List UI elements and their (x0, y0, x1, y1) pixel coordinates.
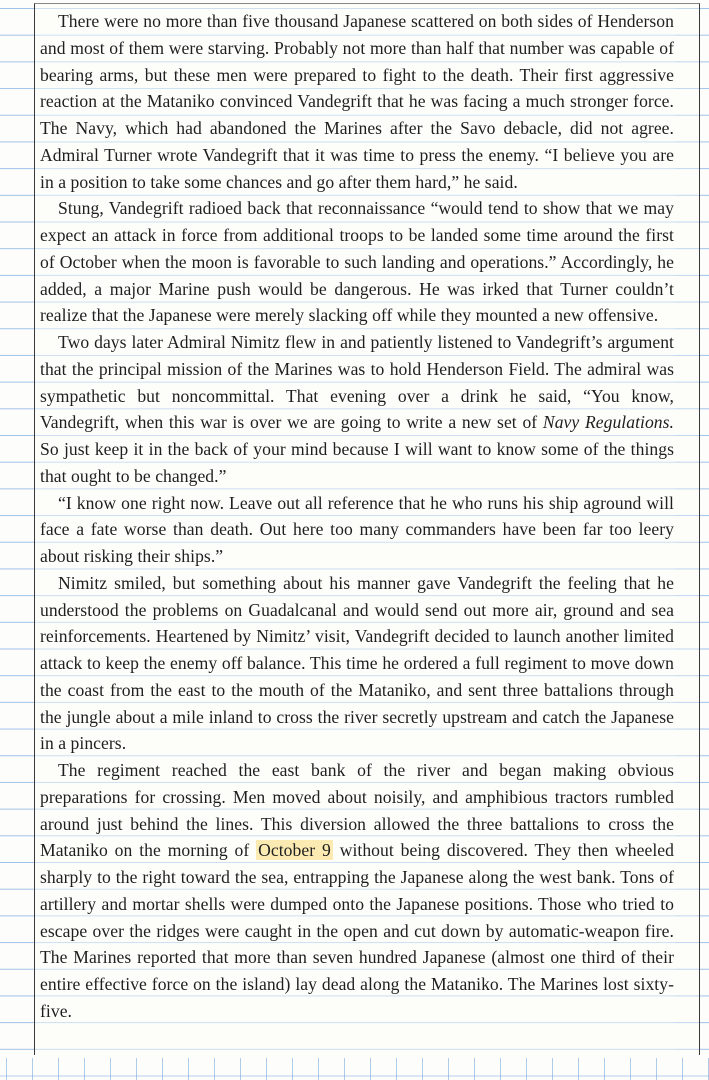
paragraph-3-part-2: So just keep it in the back of your mind because I will want to know some of the things that ought to be changed.” (40, 439, 674, 486)
left-ruled-margin (0, 0, 34, 1060)
paragraph-3-part-1: Two days later Admiral Nimitz flew in and patiently listened to Vandegrift’s argument that the principal mission of the Marines was to hold Henderson Field. The admiral was sympathetic but noncommittal. That evening over a drink he said, “You know, Vandegrift, when this war is over we are going to write a new set of (40, 332, 674, 433)
highlighted-date: October 9 (258, 840, 331, 861)
paragraph-6 (40, 757, 674, 1025)
paragraph-6-part-1: The regiment reached the east bank of the river and began making obvious preparations for crossing. Men moved about noisily, and amphibious tractors rumbled around just behind the lines. This diversion allowed the three battalions to cross the Mataniko on the morning of (40, 760, 674, 861)
paragraph-4: “I know one right now. Leave out all reference that he who runs his ship aground will face a fate worse than death. Out here too many commanders have been far too leery about risking their ships.” (40, 492, 674, 566)
navy-regulations-title: Navy Regulations. (542, 412, 675, 433)
bottom-ruled-margin (0, 1058, 709, 1080)
paragraph-1: There were no more than five thousand Japanese scattered on both sides of Henderson and most of them were starving. Probably not more than half that number was capable of bearing arms, but these men were prepared to fight to the death. Their first aggressive reaction at the Mataniko convinced Vandegrift that he was facing a much stronger force. The Navy, which had abandoned the Marines after the Savo debacle, did not agree. Admiral Turner wrote Vandegrift that it was time to press the enemy. “I believe you are in a position to take some chances and go after them hard,” he said. (40, 11, 674, 192)
paragraph-6-part-2: without being discovered. They then wheeled sharply to the right toward the sea, entrapping the Japanese along the west bank. Tons of artillery and mortar shells were dumped onto the Japanese positions. Those who tried to escape over the ridges were caught in the open and cut down by automatic-weapon fire. The Marines reported that more than seven hundred Japanese (almost one third of their entire effective force on the island) lay dead along the Mataniko. The Marines lost sixty-five. (40, 840, 675, 1021)
book-page-text (40, 8, 674, 1025)
paragraph-5: Nimitz smiled, but something about his manner gave Vandegrift the feeling that he understood the problems on Guadalcanal and would send out more air, ground and sea reinforcements. Heartened by Nimitz’ visit, Vandegrift decided to launch another limited attack to keep the enemy off balance. This time he ordered a full regiment to move down the coast from the east to the mouth of the Mataniko, and sent three battalions through the jungle about a mile inland to cross the river secretly upstream and catch the Japanese in a pincers. (40, 572, 674, 754)
paragraph-3 (40, 329, 674, 490)
paragraph-2: Stung, Vandegrift radioed back that reconnaissance “would tend to show that we may expect an attack in force from additional troops to be landed some time around the first of October when the moon is favorable to such landing and operations.” Accordingly, he added, a major Marine push would be dangerous. He was irked that Turner couldn’t realize that the Japanese were merely slacking off while they mounted a new offensive. (40, 198, 674, 326)
